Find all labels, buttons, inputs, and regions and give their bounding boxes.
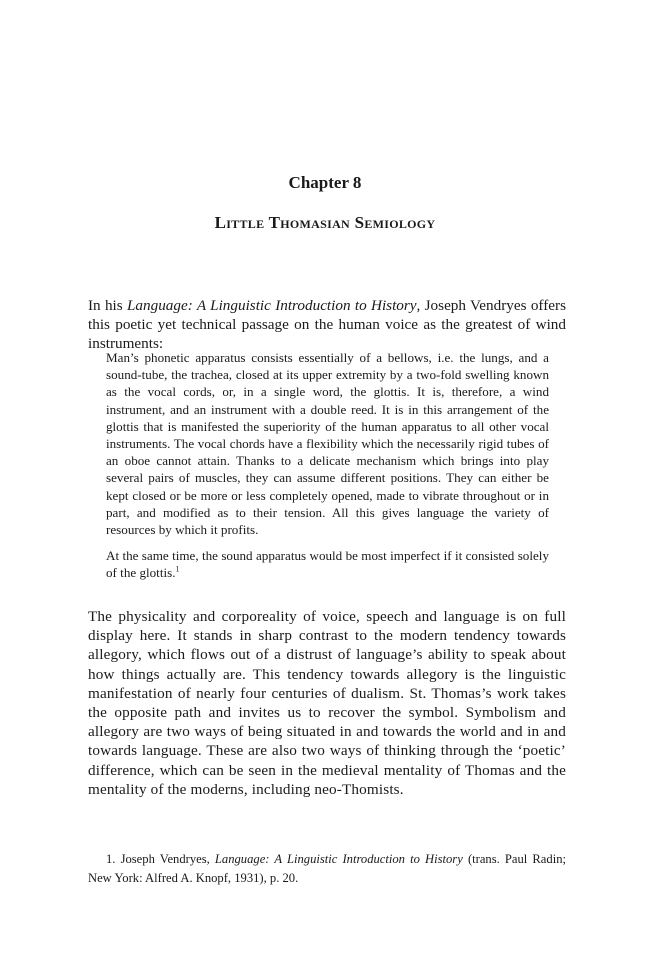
footnote-book-title: Language: A Linguistic Introduction to History — [214, 852, 463, 866]
footnote-number: 1. — [106, 852, 116, 866]
chapter-number: Chapter 8 — [288, 173, 362, 192]
quote-paragraph-1: Man’s phonetic apparatus consists essentially of a bellows, i.e. the lungs, and a sound-tube, the trachea, closed at its upper extremity by a two-fold swelling known as the vocal cords, or, in a single word, the glottis. It is, therefore, a wind instrument, and an instrument with a double reed. It is in this arrangement of the glottis that is manifested the superiority of the human apparatus to all other vocal instruments. The vocal chords have a flexibility which the necessarily rigid tubes of an oboe cannot attain. Thanks to a delicate mechanism which brings into play several pairs of muscles, they can assume different positions. They can either be kept closed or be more or less completely opened, made to vibrate throughout or in part, and modified as to their tension. All this gives language the variety of resources by which it profits. — [106, 350, 549, 538]
quote-paragraph-2 — [106, 547, 549, 581]
intro-text-before: In his — [88, 297, 127, 314]
chapter-title: Little Thomasian Semiology — [214, 213, 436, 232]
intro-paragraph — [88, 296, 566, 354]
main-paragraph: The physicality and corporeality of voice, speech and language is on full display here. It stands in sharp contrast to the modern tendency towards allegory, which flows out of a distrust of language’s ability to speak about how things actually are. This tendency towards allegory is the linguistic manifestation of nearly four centuries of dualism. St. Thomas’s work takes the opposite path and invites us to recover the symbol. Symbolism and allegory are two ways of being situated in and towards the world and in and towards language. These are also two ways of thinking through the ‘poetic’ difference, which can be seen in the medieval mentality of Thomas and the mentality of the moderns, including neo-Thomists. — [88, 608, 566, 798]
footnote-reference[interactable]: 1 — [175, 565, 180, 575]
footnote-author: Joseph Vendryes, — [115, 852, 215, 866]
intro-book-title: Language: A Linguistic Introduction to History — [126, 297, 417, 314]
quote-paragraph-2-text: At the same time, the sound apparatus would be most imperfect if it consisted solely of the glottis. — [106, 548, 549, 581]
footnote — [88, 850, 566, 888]
footnote-details: (trans. Paul Radin; New York: Alfred A. Knopf, 1931), p. 20. — [88, 852, 566, 885]
block-quote — [106, 349, 549, 591]
intro-text-after: , Joseph Vendryes offers this poetic yet technical passage on the human voice as the greatest of wind instruments: — [88, 297, 566, 353]
